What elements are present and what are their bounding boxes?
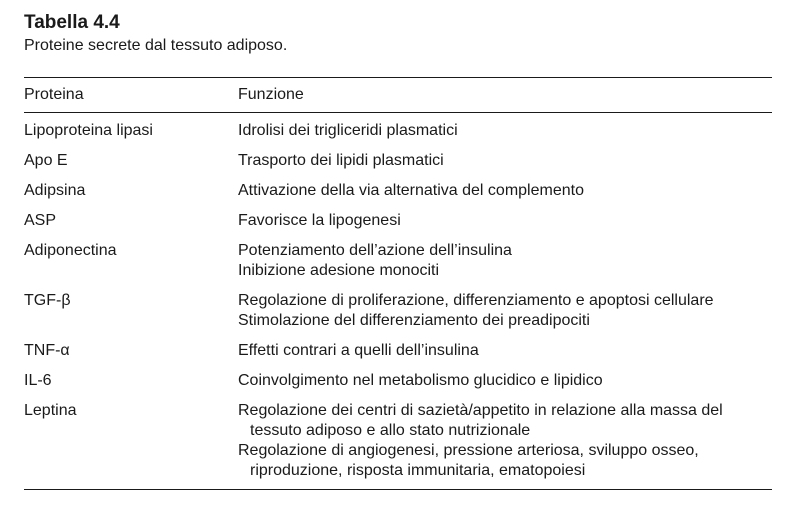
- table-row: [24, 241, 772, 281]
- protein-name: Lipoproteina lipasi: [24, 122, 153, 139]
- function-text: Coinvolgimento nel metabolismo glucidico e lipidico: [238, 372, 603, 389]
- protein-name: Apo E: [24, 152, 68, 169]
- function-cell: [238, 291, 772, 331]
- protein-name: TGF-β: [24, 292, 71, 309]
- header-rule: [24, 112, 772, 113]
- function-text: Attivazione della via alternativa del complemento: [238, 182, 584, 199]
- function-text: Favorisce la lipogenesi: [238, 212, 401, 229]
- table-row: [24, 291, 772, 331]
- table-row: [24, 341, 772, 361]
- protein-name: TNF-α: [24, 342, 70, 359]
- function-cell: [238, 371, 772, 391]
- function-text: Regolazione dei centri di sazietà/appetito in relazione alla massa del tessuto adiposo e allo stato nutrizionale: [238, 402, 723, 439]
- header-function: Funzione: [238, 86, 304, 103]
- table-caption: Proteine secrete dal tessuto adiposo.: [24, 37, 288, 54]
- table-body: [24, 121, 772, 481]
- protein-name: Leptina: [24, 402, 77, 419]
- header-protein: Proteina: [24, 86, 84, 103]
- function-text: Inibizione adesione monociti: [238, 262, 440, 279]
- function-cell: [238, 121, 772, 141]
- function-cell: [238, 341, 772, 361]
- table-row: [24, 401, 772, 481]
- function-cell: [238, 211, 772, 231]
- function-text: Regolazione di proliferazione, differenziamento e apoptosi cellulare: [238, 292, 714, 309]
- function-text: Regolazione di angiogenesi, pressione arteriosa, sviluppo osseo, riproduzione, risposta immunitaria, ematopoiesi: [238, 442, 699, 479]
- function-cell: [238, 181, 772, 201]
- table-row: [24, 181, 772, 201]
- bottom-rule: [24, 489, 772, 490]
- table-row: [24, 211, 772, 231]
- top-rule: [24, 77, 772, 78]
- table-row: [24, 121, 772, 141]
- function-text: Stimolazione del differenziamento dei preadipociti: [238, 312, 590, 329]
- protein-name: Adiponectina: [24, 242, 117, 259]
- function-cell: [238, 241, 772, 281]
- protein-table: [24, 12, 772, 490]
- protein-name: IL-6: [24, 372, 52, 389]
- function-cell: [238, 151, 772, 171]
- protein-name: ASP: [24, 212, 57, 229]
- function-text: Potenziamento dell’azione dell’insulina: [238, 242, 512, 259]
- function-text: Effetti contrari a quelli dell’insulina: [238, 342, 479, 359]
- table-row: [24, 151, 772, 171]
- protein-name: Adipsina: [24, 182, 86, 199]
- table-title: Tabella 4.4: [24, 12, 120, 33]
- table-row: [24, 371, 772, 391]
- table-header-row: [24, 85, 772, 105]
- function-text: Idrolisi dei trigliceridi plasmatici: [238, 122, 458, 139]
- function-text: Trasporto dei lipidi plasmatici: [238, 152, 444, 169]
- function-cell: [238, 401, 772, 481]
